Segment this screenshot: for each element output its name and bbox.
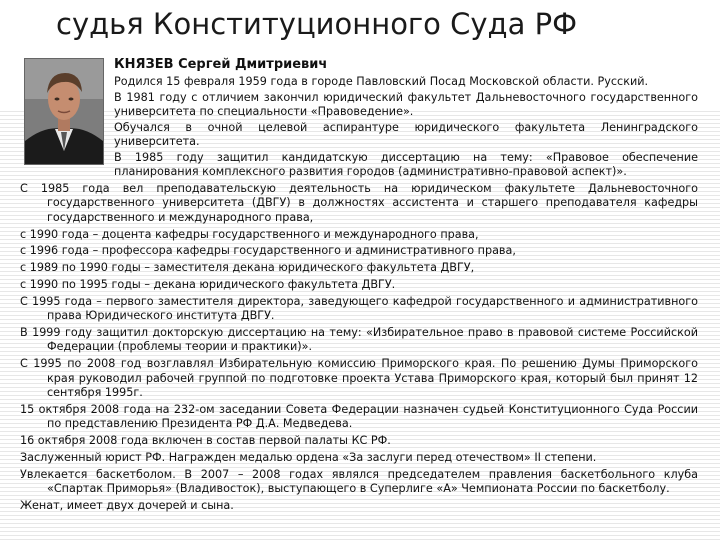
biography-paragraph: с 1990 по 1995 годы – декана юридического факультета ДВГУ. <box>20 278 396 291</box>
biography-paragraph: В 1999 году защитил докторскую диссертацию на тему: «Избирательное право в правовой системе Российской Федерации (проблемы теории и практики)». <box>20 326 698 354</box>
biography-paragraph: с 1996 года – профессора кафедры государственного и административного права, <box>20 244 516 258</box>
portrait-photo <box>24 58 104 165</box>
intro-paragraph: Родился 15 февраля 1959 года в городе Павловский Посад Московской области. Русский. <box>114 75 649 88</box>
biography-paragraph: Увлекается баскетболом. В 2007 – 2008 годах являлся председателем правления баскетбольного клуба «Спартак Приморья» (Владивосток), выступающего в Суперлиге «А» Чемпионата России по баскетболу. <box>20 467 698 496</box>
slide-title: судья Конституционного Суда РФ <box>56 7 578 41</box>
biography-paragraph: 15 октября 2008 года на 232-ом заседании Совета Федерации назначен судьей Конституционного Суда России по представлению Президента РФ Д.А. Медведева. <box>20 402 698 431</box>
biography-paragraph: Женат, имеет двух дочерей и сына. <box>20 498 234 512</box>
intro-paragraph: В 1985 году защитил кандидатскую диссертацию на тему: «Правовое обеспечение планирования комплексного развития городов (административно-правовой аспект)». <box>114 151 698 178</box>
biography-paragraph: С 1985 года вел преподавательскую деятельность на юридическом факультете Дальневосточного государственного университета (ДВГУ) в должностях ассистента и старшего преподавателя кафедры государственного и международного права, <box>20 182 698 224</box>
biography-paragraph: с 1990 года – доцента кафедры государственного и международного права, <box>20 227 479 241</box>
intro-paragraph: В 1981 году с отличием закончил юридический факультет Дальневосточного государственного университета по специальности «Правоведение». <box>114 91 698 118</box>
intro-block <box>114 56 698 181</box>
person-name: КНЯЗЕВ Сергей Дмитриевич <box>114 57 328 72</box>
biography-paragraph: С 1995 по 2008 год возглавлял Избирательную комиссию Приморского края. По решению Думы Приморского края руководил рабочей группой по подготовке проекта Устава Приморского края, который был принят 12 сентября 1995г. <box>20 357 698 400</box>
biography-paragraph: С 1995 года – первого заместителя директора, заведующего кафедрой государственного и административного права Юридического института ДВГУ. <box>20 294 698 323</box>
biography-paragraph: 16 октября 2008 года включен в состав первой палаты КС РФ. <box>20 434 391 448</box>
portrait-image <box>25 59 103 164</box>
biography-paragraph: Заслуженный юрист РФ. Награжден медалью ордена «За заслуги перед отечеством» II степени. <box>20 450 597 464</box>
biography-block <box>20 182 698 516</box>
intro-paragraph: Обучался в очной целевой аспирантуре юридического факультета Ленинградского университета. <box>114 121 698 148</box>
biography-paragraph: с 1989 по 1990 годы – заместителя декана юридического факультета ДВГУ, <box>20 261 475 275</box>
